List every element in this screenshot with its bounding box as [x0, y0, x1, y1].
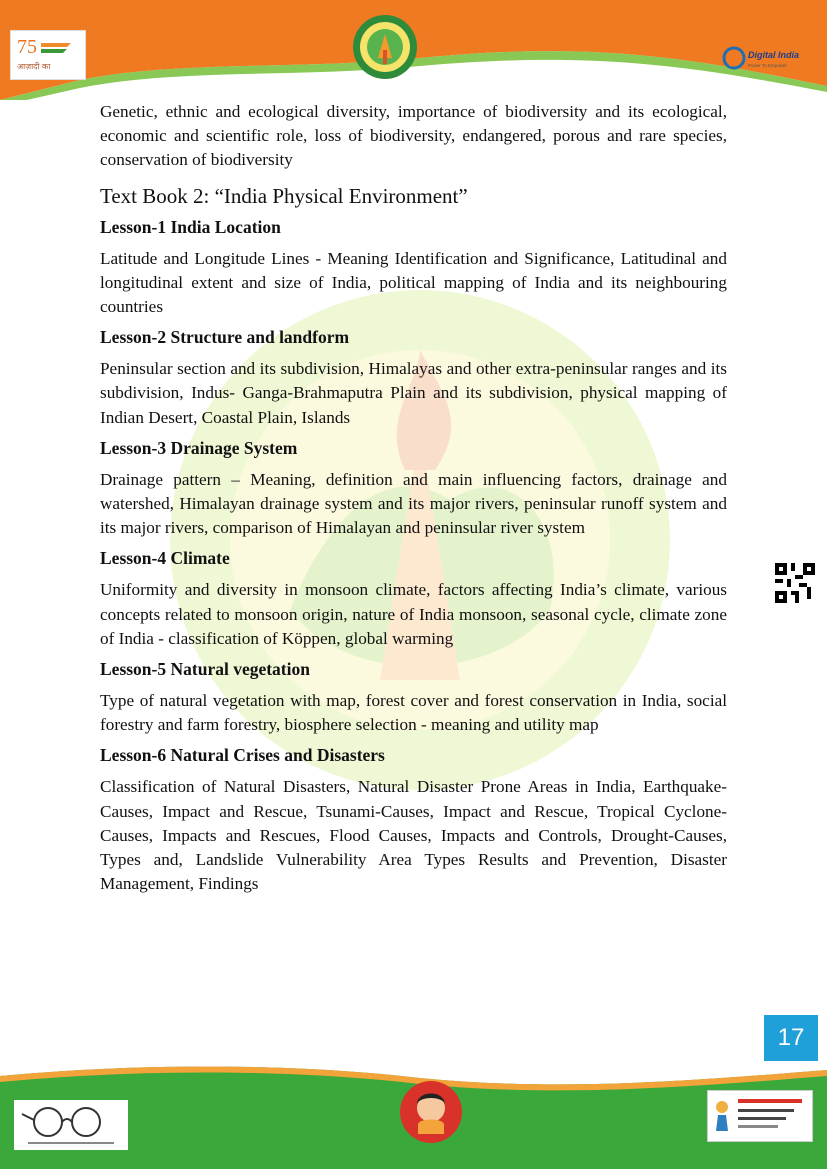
lesson-title: Lesson-1 India Location — [100, 216, 281, 237]
page-header — [0, 0, 827, 100]
page-number: 17 — [764, 1015, 818, 1061]
lesson-title: Lesson-6 Natural Crises and Disasters — [100, 745, 385, 766]
lesson-title: Lesson-4 Climate — [100, 548, 230, 569]
digital-india-logo — [722, 38, 822, 78]
lesson-title: Lesson-5 Natural vegetation — [100, 659, 310, 680]
book-title: Text Book 2: “India Physical Environment” — [100, 183, 468, 208]
svg-text:Digital India: Digital India — [748, 50, 800, 60]
lesson-title: Lesson-2 Structure and landform — [100, 327, 350, 348]
shiksha-ka-adhikar-logo — [707, 1090, 813, 1142]
lesson-body: Classification of Natural Disasters, Natural Disaster Prone Areas in India, Earthquake-Causes, Impact and Rescue, Tsunami-Causes, Impact and Rescue, Tropical Cyclone-Causes, Impacts and Rescues, Flood Causes, Impacts and Controls, Drought-Causes, Types and, Landslide Vulnerability Area Types Results and Prevention, Disaster Management, Findings — [100, 777, 727, 894]
azadi-ka-amrit-mahotsav-logo — [10, 30, 86, 80]
lesson-body: Latitude and Longitude Lines - Meaning Identification and Significance, Latitudinal and longitudinal extent and size of India, political mapping of India and its neighbouring countries — [100, 248, 727, 317]
qr-code[interactable] — [775, 563, 815, 603]
svg-text:आज़ादी का: आज़ादी का — [17, 62, 51, 71]
syllabus-content — [100, 100, 727, 896]
lesson-body: Drainage pattern – Meaning, definition and main influencing factors, drainage and watershed, Himalayan drainage system and its major rivers, peninsular runoff system and its major rivers, comparison of Himalayan and peninsular river system — [100, 469, 727, 538]
lesson-body: Peninsular section and its subdivision, Himalayas and other extra-peninsular ranges and its subdivision, Indus- Ganga-Brahmaputra Plain and its subdivision, physical mapping of Indian Desert, Coastal Plain, Islands — [100, 359, 727, 427]
beti-bachao-beti-padhao-logo — [398, 1074, 464, 1150]
lesson-title: Lesson-3 Drainage System — [100, 437, 298, 458]
intro-paragraph: Genetic, ethnic and ecological diversity, importance of biodiversity and its ecological, economic and scientific role, loss of biodiversity, endangered, porous and rare species, conservation of biodiversity — [100, 102, 727, 170]
svg-text:Power To Empower: Power To Empower — [748, 63, 787, 68]
lesson-body: Uniformity and diversity in monsoon climate, factors affecting India’s climate, various concepts related to monsoon origin, nature of India monsoon, seasonal cycle, climate zone of India - classification of Köppen, global warming — [100, 580, 727, 648]
lesson-body: Type of natural vegetation with map, forest cover and forest conservation in India, social forestry and farm forestry, biosphere selection - meaning and utility map — [100, 691, 727, 735]
svg-text:75: 75 — [17, 36, 37, 58]
shiksha-board-emblem — [352, 14, 418, 80]
swachh-bharat-logo — [14, 1100, 128, 1150]
